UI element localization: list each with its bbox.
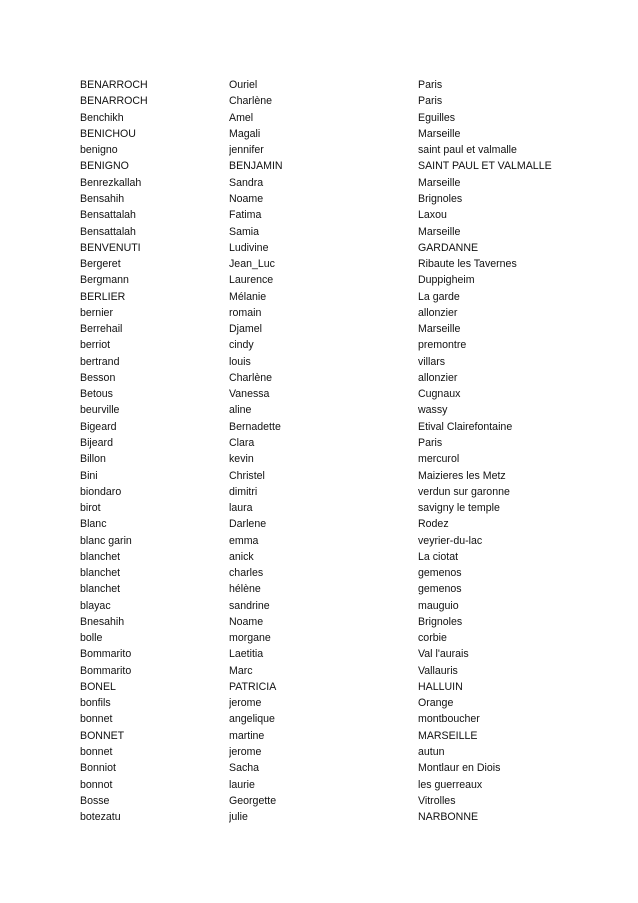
last-name-cell: botezatu (80, 811, 121, 824)
table-row (80, 370, 560, 386)
first-name-cell: morgane (229, 632, 271, 645)
table-row (80, 467, 560, 483)
city-cell: Rodez (418, 518, 449, 531)
city-cell: mauguio (418, 599, 459, 612)
first-name-cell: Charlène (229, 95, 272, 108)
city-cell: Paris (418, 95, 443, 108)
city-cell: Paris (418, 79, 443, 92)
table-row (80, 565, 560, 581)
table-row (80, 484, 560, 500)
first-name-cell: dimitri (229, 485, 258, 498)
first-name-cell: Vanessa (229, 388, 270, 401)
table-row (80, 695, 560, 711)
table-row (80, 744, 560, 760)
last-name-cell: Bergmann (80, 274, 129, 287)
table-row (80, 809, 560, 825)
table-row (80, 646, 560, 662)
city-cell: Maizieres les Metz (418, 469, 506, 482)
last-name-cell: bonnet (80, 713, 113, 726)
last-name-cell: Betous (80, 388, 113, 401)
first-name-cell: anick (229, 550, 254, 563)
last-name-cell: bonnot (80, 778, 113, 791)
first-name-cell: angelique (229, 713, 275, 726)
first-name-cell: louis (229, 355, 251, 368)
last-name-cell: Billon (80, 453, 106, 466)
city-cell: Marseille (418, 225, 461, 238)
city-cell: verdun sur garonne (418, 485, 510, 498)
last-name-cell: Bergeret (80, 258, 121, 271)
city-cell: La ciotat (418, 550, 459, 563)
table-row (80, 126, 560, 142)
table-row (80, 614, 560, 630)
first-name-cell: Laetitia (229, 648, 264, 661)
last-name-cell: BONEL (80, 680, 116, 693)
table-row (80, 598, 560, 614)
first-name-cell: Magali (229, 127, 261, 140)
table-row (80, 663, 560, 679)
city-cell: autun (418, 746, 445, 759)
first-name-cell: cindy (229, 339, 254, 352)
city-cell: les guerreaux (418, 778, 483, 791)
first-name-cell: Georgette (229, 794, 277, 807)
first-name-cell: Charlène (229, 371, 272, 384)
last-name-cell: bertrand (80, 355, 120, 368)
last-name-cell: BENIGNO (80, 160, 129, 173)
table-row (80, 256, 560, 272)
city-cell: gemenos (418, 567, 462, 580)
table-row (80, 354, 560, 370)
city-cell: Montlaur en Diois (418, 762, 501, 775)
table-row (80, 630, 560, 646)
table-row (80, 711, 560, 727)
city-cell: Duppigheim (418, 274, 475, 287)
last-name-cell: Bijeard (80, 436, 113, 449)
last-name-cell: Benrezkallah (80, 176, 142, 189)
first-name-cell: Sacha (229, 762, 260, 775)
table-row (80, 272, 560, 288)
first-name-cell: Samia (229, 225, 260, 238)
first-name-cell: laurie (229, 778, 255, 791)
last-name-cell: Besson (80, 371, 116, 384)
first-name-cell: Darlene (229, 518, 267, 531)
table-row (80, 77, 560, 93)
city-cell: NARBONNE (418, 811, 479, 824)
table-row (80, 760, 560, 776)
last-name-cell: blayac (80, 599, 111, 612)
first-name-cell: Bernadette (229, 420, 281, 433)
table-row (80, 793, 560, 809)
last-name-cell: Bnesahih (80, 615, 125, 628)
last-name-cell: bolle (80, 632, 103, 645)
first-name-cell: jerome (229, 746, 262, 759)
city-cell: Orange (418, 697, 454, 710)
last-name-cell: benigno (80, 144, 118, 157)
table-row (80, 451, 560, 467)
last-name-cell: Berrehail (80, 323, 123, 336)
first-name-cell: laura (229, 502, 253, 515)
table-row (80, 516, 560, 532)
table-row (80, 288, 560, 304)
first-name-cell: Christel (229, 469, 265, 482)
city-cell: Cugnaux (418, 388, 461, 401)
city-cell: Brignoles (418, 192, 463, 205)
city-cell: montboucher (418, 713, 480, 726)
table-row (80, 402, 560, 418)
last-name-cell: BERLIER (80, 290, 126, 303)
table-row (80, 500, 560, 516)
last-name-cell: blanc garin (80, 534, 132, 547)
table-row (80, 305, 560, 321)
table-row (80, 679, 560, 695)
table-row (80, 142, 560, 158)
city-cell: allonzier (418, 371, 458, 384)
last-name-cell: bonnet (80, 746, 113, 759)
city-cell: MARSEILLE (418, 729, 478, 742)
city-cell: Vallauris (418, 664, 458, 677)
first-name-cell: romain (229, 306, 262, 319)
last-name-cell: Bini (80, 469, 98, 482)
last-name-cell: bernier (80, 306, 113, 319)
last-name-cell: blanchet (80, 567, 121, 580)
city-cell: wassy (418, 404, 448, 417)
first-name-cell: hélène (229, 583, 261, 596)
last-name-cell: Blanc (80, 518, 107, 531)
city-cell: veyrier-du-lac (418, 534, 483, 547)
first-name-cell: Marc (229, 664, 253, 677)
first-name-cell: Sandra (229, 176, 264, 189)
first-name-cell: Ouriel (229, 79, 258, 92)
last-name-cell: BENARROCH (80, 95, 148, 108)
table-row (80, 223, 560, 239)
last-name-cell: blanchet (80, 550, 121, 563)
city-cell: Laxou (418, 209, 447, 222)
last-name-cell: birot (80, 502, 101, 515)
table-row (80, 240, 560, 256)
city-cell: gemenos (418, 583, 462, 596)
city-cell: Marseille (418, 323, 461, 336)
last-name-cell: BENVENUTI (80, 241, 141, 254)
city-cell: mercurol (418, 453, 460, 466)
city-cell: savigny le temple (418, 502, 500, 515)
last-name-cell: Bensattalah (80, 225, 136, 238)
last-name-cell: Bensattalah (80, 209, 136, 222)
table-row (80, 549, 560, 565)
city-cell: premontre (418, 339, 467, 352)
city-cell: Etival Clairefontaine (418, 420, 513, 433)
city-cell: corbie (418, 632, 447, 645)
city-cell: villars (418, 355, 446, 368)
table-row (80, 776, 560, 792)
first-name-cell: PATRICIA (229, 680, 277, 693)
table-row (80, 728, 560, 744)
table-row (80, 191, 560, 207)
last-name-cell: BONNET (80, 729, 125, 742)
city-cell: Paris (418, 436, 443, 449)
first-name-cell: julie (229, 811, 248, 824)
first-name-cell: sandrine (229, 599, 270, 612)
first-name-cell: emma (229, 534, 259, 547)
table-row (80, 93, 560, 109)
first-name-cell: jennifer (229, 144, 264, 157)
last-name-cell: Bommarito (80, 664, 132, 677)
first-name-cell: jerome (229, 697, 262, 710)
first-name-cell: Ludivine (229, 241, 269, 254)
city-cell: allonzier (418, 306, 458, 319)
first-name-cell: Noame (229, 192, 264, 205)
table-row (80, 337, 560, 353)
last-name-cell: blanchet (80, 583, 121, 596)
first-name-cell: Fatima (229, 209, 262, 222)
table-row (80, 581, 560, 597)
first-name-cell: Noame (229, 615, 264, 628)
first-name-cell: Clara (229, 436, 255, 449)
city-cell: Marseille (418, 127, 461, 140)
last-name-cell: biondaro (80, 485, 122, 498)
last-name-cell: Bommarito (80, 648, 132, 661)
last-name-cell: berriot (80, 339, 111, 352)
last-name-cell: bonfils (80, 697, 111, 710)
city-cell: Ribaute les Tavernes (418, 258, 517, 271)
table-row (80, 532, 560, 548)
first-name-cell: Amel (229, 111, 254, 124)
first-name-cell: Jean_Luc (229, 258, 275, 271)
table-row (80, 386, 560, 402)
city-cell: Vitrolles (418, 794, 456, 807)
first-name-cell: Laurence (229, 274, 274, 287)
first-name-cell: BENJAMIN (229, 160, 283, 173)
first-name-cell: martine (229, 729, 265, 742)
last-name-cell: Bosse (80, 794, 110, 807)
city-cell: saint paul et valmalle (418, 144, 517, 157)
city-cell: Eguilles (418, 111, 456, 124)
table-row (80, 419, 560, 435)
first-name-cell: Mélanie (229, 290, 267, 303)
last-name-cell: BENARROCH (80, 79, 148, 92)
city-cell: SAINT PAUL ET VALMALLE (418, 160, 552, 173)
last-name-cell: Bensahih (80, 192, 125, 205)
table-row (80, 110, 560, 126)
table-row (80, 207, 560, 223)
table-row (80, 175, 560, 191)
last-name-cell: Bonniot (80, 762, 116, 775)
city-cell: GARDANNE (418, 241, 479, 254)
names-table (80, 77, 560, 825)
last-name-cell: BENICHOU (80, 127, 136, 140)
last-name-cell: Benchikh (80, 111, 124, 124)
table-row (80, 158, 560, 174)
city-cell: HALLUIN (418, 680, 463, 693)
table-row (80, 435, 560, 451)
table-row (80, 321, 560, 337)
city-cell: Val l'aurais (418, 648, 469, 661)
last-name-cell: beurville (80, 404, 120, 417)
last-name-cell: Bigeard (80, 420, 117, 433)
first-name-cell: aline (229, 404, 252, 417)
city-cell: La garde (418, 290, 460, 303)
city-cell: Brignoles (418, 615, 463, 628)
first-name-cell: charles (229, 567, 264, 580)
first-name-cell: kevin (229, 453, 254, 466)
city-cell: Marseille (418, 176, 461, 189)
first-name-cell: Djamel (229, 323, 262, 336)
